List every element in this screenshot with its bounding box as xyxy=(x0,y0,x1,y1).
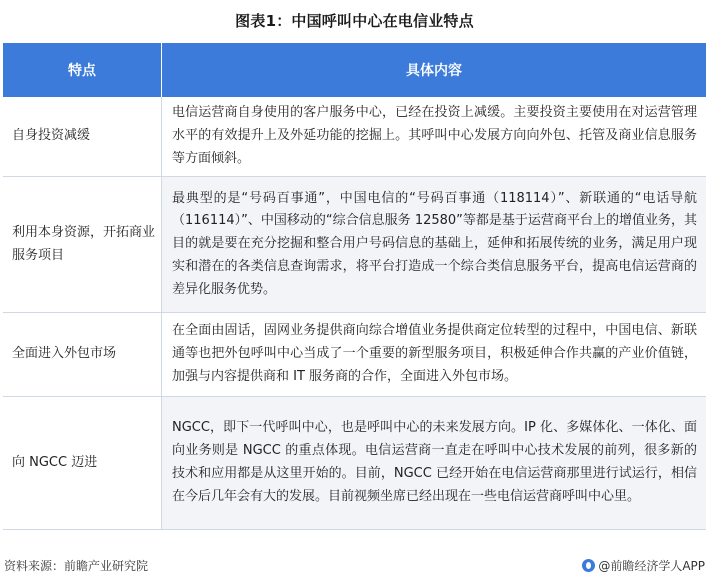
table-row xyxy=(3,397,706,530)
content-cell: NGCC，即下一代呼叫中心，也是呼叫中心的未来发展方向。IP 化、多媒体化、一体化、面向业务则是 NGCC 的重点体现。电信运营商一直走在呼叫中心技术发展的前列，很多新的技术和应用都是从这里开始的。目前，NGCC 已经开始在电信运营商那里进行试运行，相信在今后几年会有大的发展。目前视频坐席已经出现在一些电信运营商呼叫中心里。 xyxy=(162,397,707,530)
header-feature: 特点 xyxy=(3,43,162,97)
feature-table xyxy=(3,43,706,530)
header-content: 具体内容 xyxy=(162,43,707,97)
brand-logo-icon xyxy=(582,559,595,572)
table-row xyxy=(3,313,706,397)
content-cell: 电信运营商自身使用的客户服务中心，已经在投资上减缓。主要投资主要使用在对运营管理水平的有效提升上及外延功能的挖掘上。其呼叫中心发展方向向外包、托管及商业信息服务等方面倾斜。 xyxy=(162,97,707,177)
feature-cell: 自身投资减缓 xyxy=(3,97,162,177)
table-row xyxy=(3,97,706,177)
figure-title: 图表1：中国呼叫中心在电信业特点 xyxy=(235,12,474,30)
feature-cell: 全面进入外包市场 xyxy=(3,313,162,397)
feature-cell: 利用本身资源，开拓商业服务项目 xyxy=(3,177,162,313)
content-cell: 在全面由固话，固网业务提供商向综合增值业务提供商定位转型的过程中，中国电信、新联通等也把外包呼叫中心当成了一个重要的新型服务项目，积极延伸合作共赢的产业价值链，加强与内容提供商和 IT 服务商的合作，全面进入外包市场。 xyxy=(162,313,707,397)
source-note: 资料来源：前瞻产业研究院 xyxy=(4,559,149,573)
brand-credit xyxy=(582,557,705,574)
brand-label: @前瞻经济学人APP xyxy=(598,559,705,573)
table-row xyxy=(3,177,706,313)
table-header-row xyxy=(3,43,706,97)
content-cell: 最典型的是“号码百事通”，中国电信的“号码百事通（118114）”、新联通的“电话导航（116114）”、中国移动的“综合信息服务 12580”等都是基于运营商平台上的增值业务，其目的就是要在充分挖掘和整合用户号码信息的基础上，延伸和拓展传统的业务，满足用户现实和潜在的各类信息查询需求，将平台打造成一个综合类信息服务平台，提高电信运营商的差异化服务优势。 xyxy=(162,177,707,313)
feature-cell: 向 NGCC 迈进 xyxy=(3,397,162,530)
